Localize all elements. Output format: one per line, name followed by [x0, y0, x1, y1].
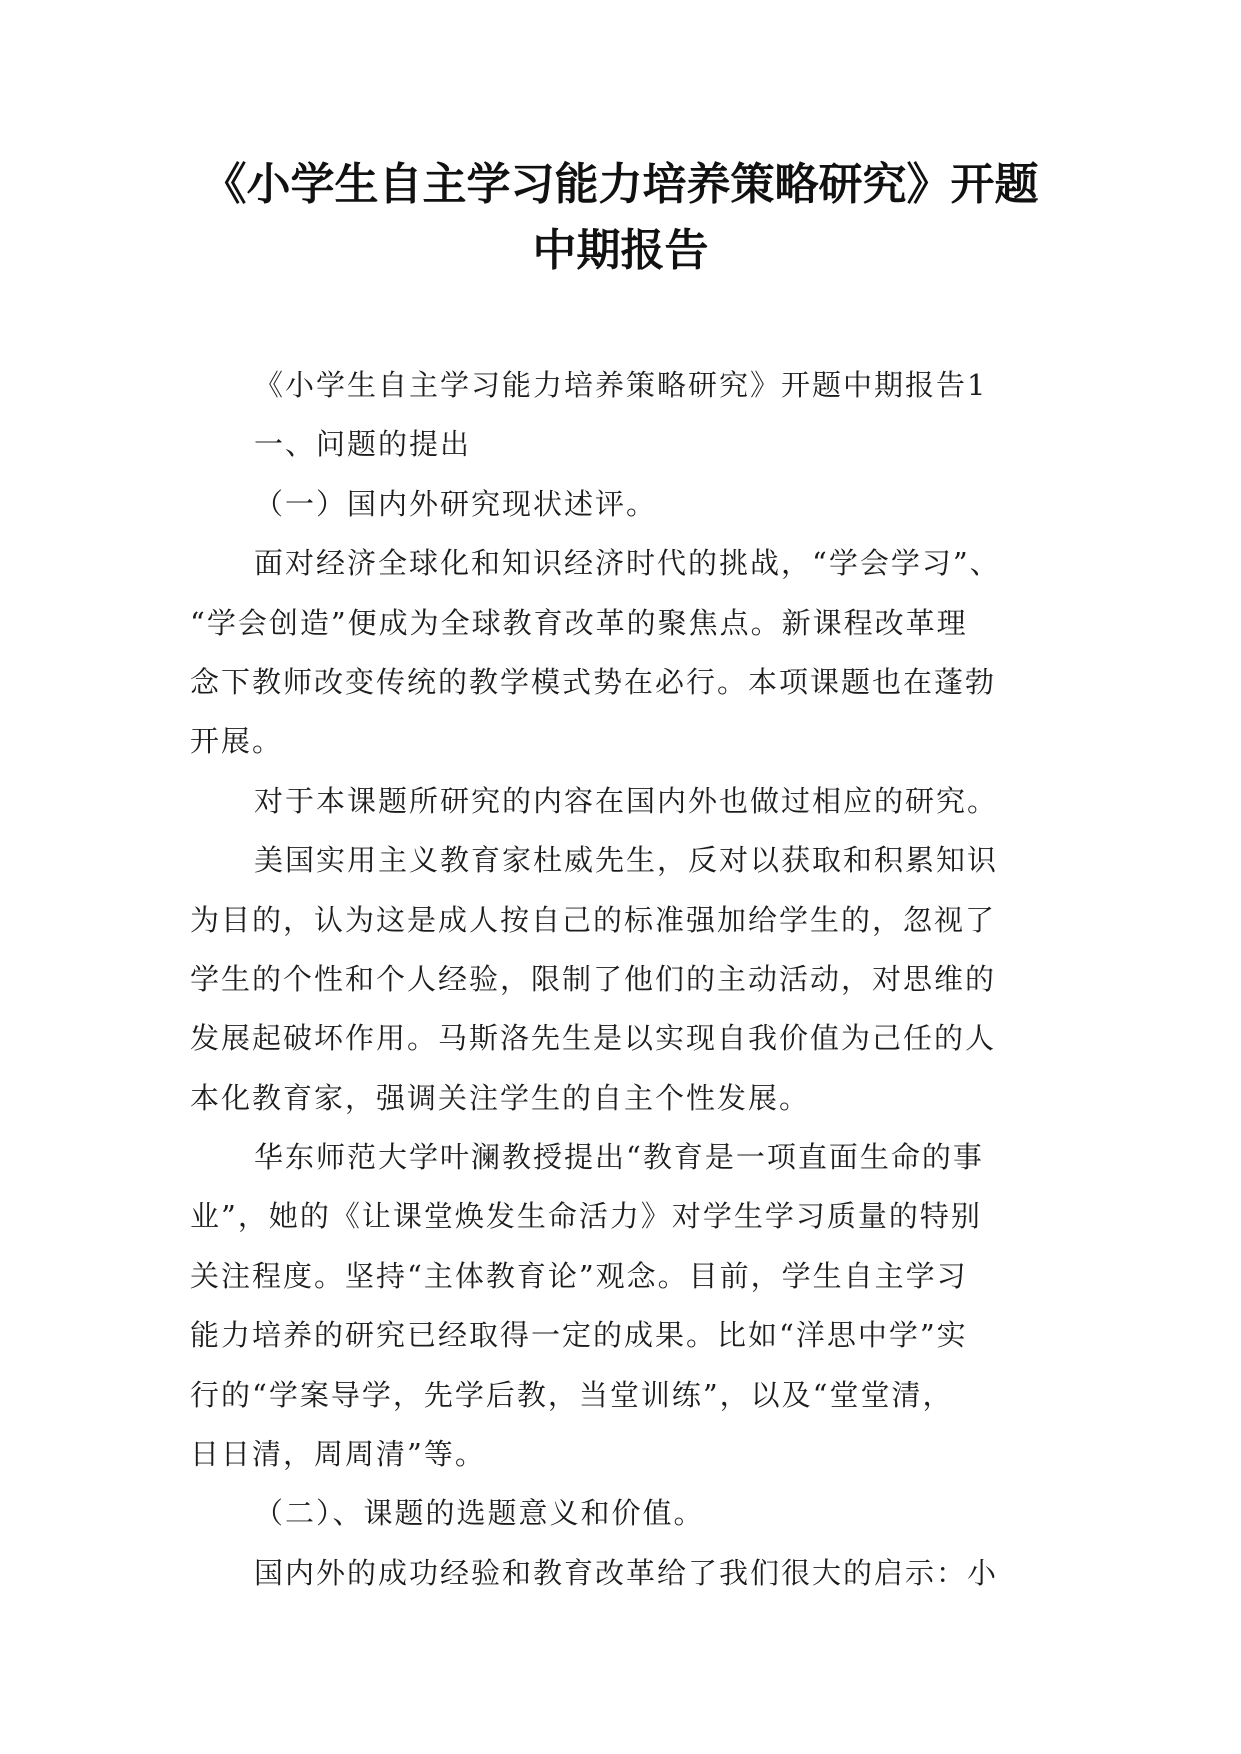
- paragraph-line: 日日清，周周清”等。: [190, 1437, 486, 1472]
- paragraph-line: 一、问题的提出: [254, 427, 472, 462]
- title-line-2: 中期报告: [532, 225, 709, 276]
- paragraph-line: 《小学生自主学习能力培养策略研究》开题中期报告1: [254, 368, 988, 402]
- paragraph-line: “学会创造”便成为全球教育改革的聚焦点。新课程改革理: [190, 605, 968, 640]
- paragraph-line: 本化教育家，强调关注学生的自主个性发展。: [190, 1080, 811, 1115]
- paragraph-line: 学生的个性和个人经验，限制了他们的主动活动，对思维的: [190, 961, 997, 996]
- paragraph-line: 行的“学案导学，先学后教，当堂训练”，以及“堂堂清，: [190, 1377, 954, 1412]
- paragraph-line: 华东师范大学叶澜教授提出“教育是一项直面生命的事: [254, 1140, 984, 1175]
- paragraph-line: 能力培养的研究已经取得一定的成果。比如“洋思中学”实: [190, 1318, 968, 1353]
- document-title: [150, 152, 1091, 284]
- paragraph-line: 对于本课题所研究的内容在国内外也做过相应的研究。: [254, 783, 999, 818]
- paragraph-line: 业”，她的《让课堂焕发生命活力》对学生学习质量的特别: [190, 1199, 982, 1234]
- document-body: [190, 356, 1052, 1603]
- paragraph-line: 发展起破坏作用。马斯洛先生是以实现自我价值为己任的人: [190, 1021, 997, 1056]
- paragraph-line: 开展。: [190, 724, 284, 759]
- title-line-1: 《小学生自主学习能力培养策略研究》开题: [202, 159, 1039, 210]
- paragraph-line: 关注程度。坚持“主体教育论”观念。目前，学生自主学习: [190, 1258, 968, 1293]
- paragraph-line: （二）、课题的选题意义和价值。: [254, 1496, 705, 1531]
- paragraph-line: 国内外的成功经验和教育改革给了我们很大的启示：小: [254, 1555, 999, 1590]
- paragraph-line: （一）国内外研究现状述评。: [254, 486, 658, 521]
- paragraph-line: 为目的，认为这是成人按自己的标准强加给学生的，忽视了: [190, 902, 997, 937]
- paragraph-line: 美国实用主义教育家杜威先生，反对以获取和积累知识: [254, 843, 999, 878]
- paragraph-line: 面对经济全球化和知识经济时代的挑战，“学会学习”、: [254, 546, 1001, 581]
- paragraph-line: 念下教师改变传统的教学模式势在必行。本项课题也在蓬勃: [190, 664, 997, 699]
